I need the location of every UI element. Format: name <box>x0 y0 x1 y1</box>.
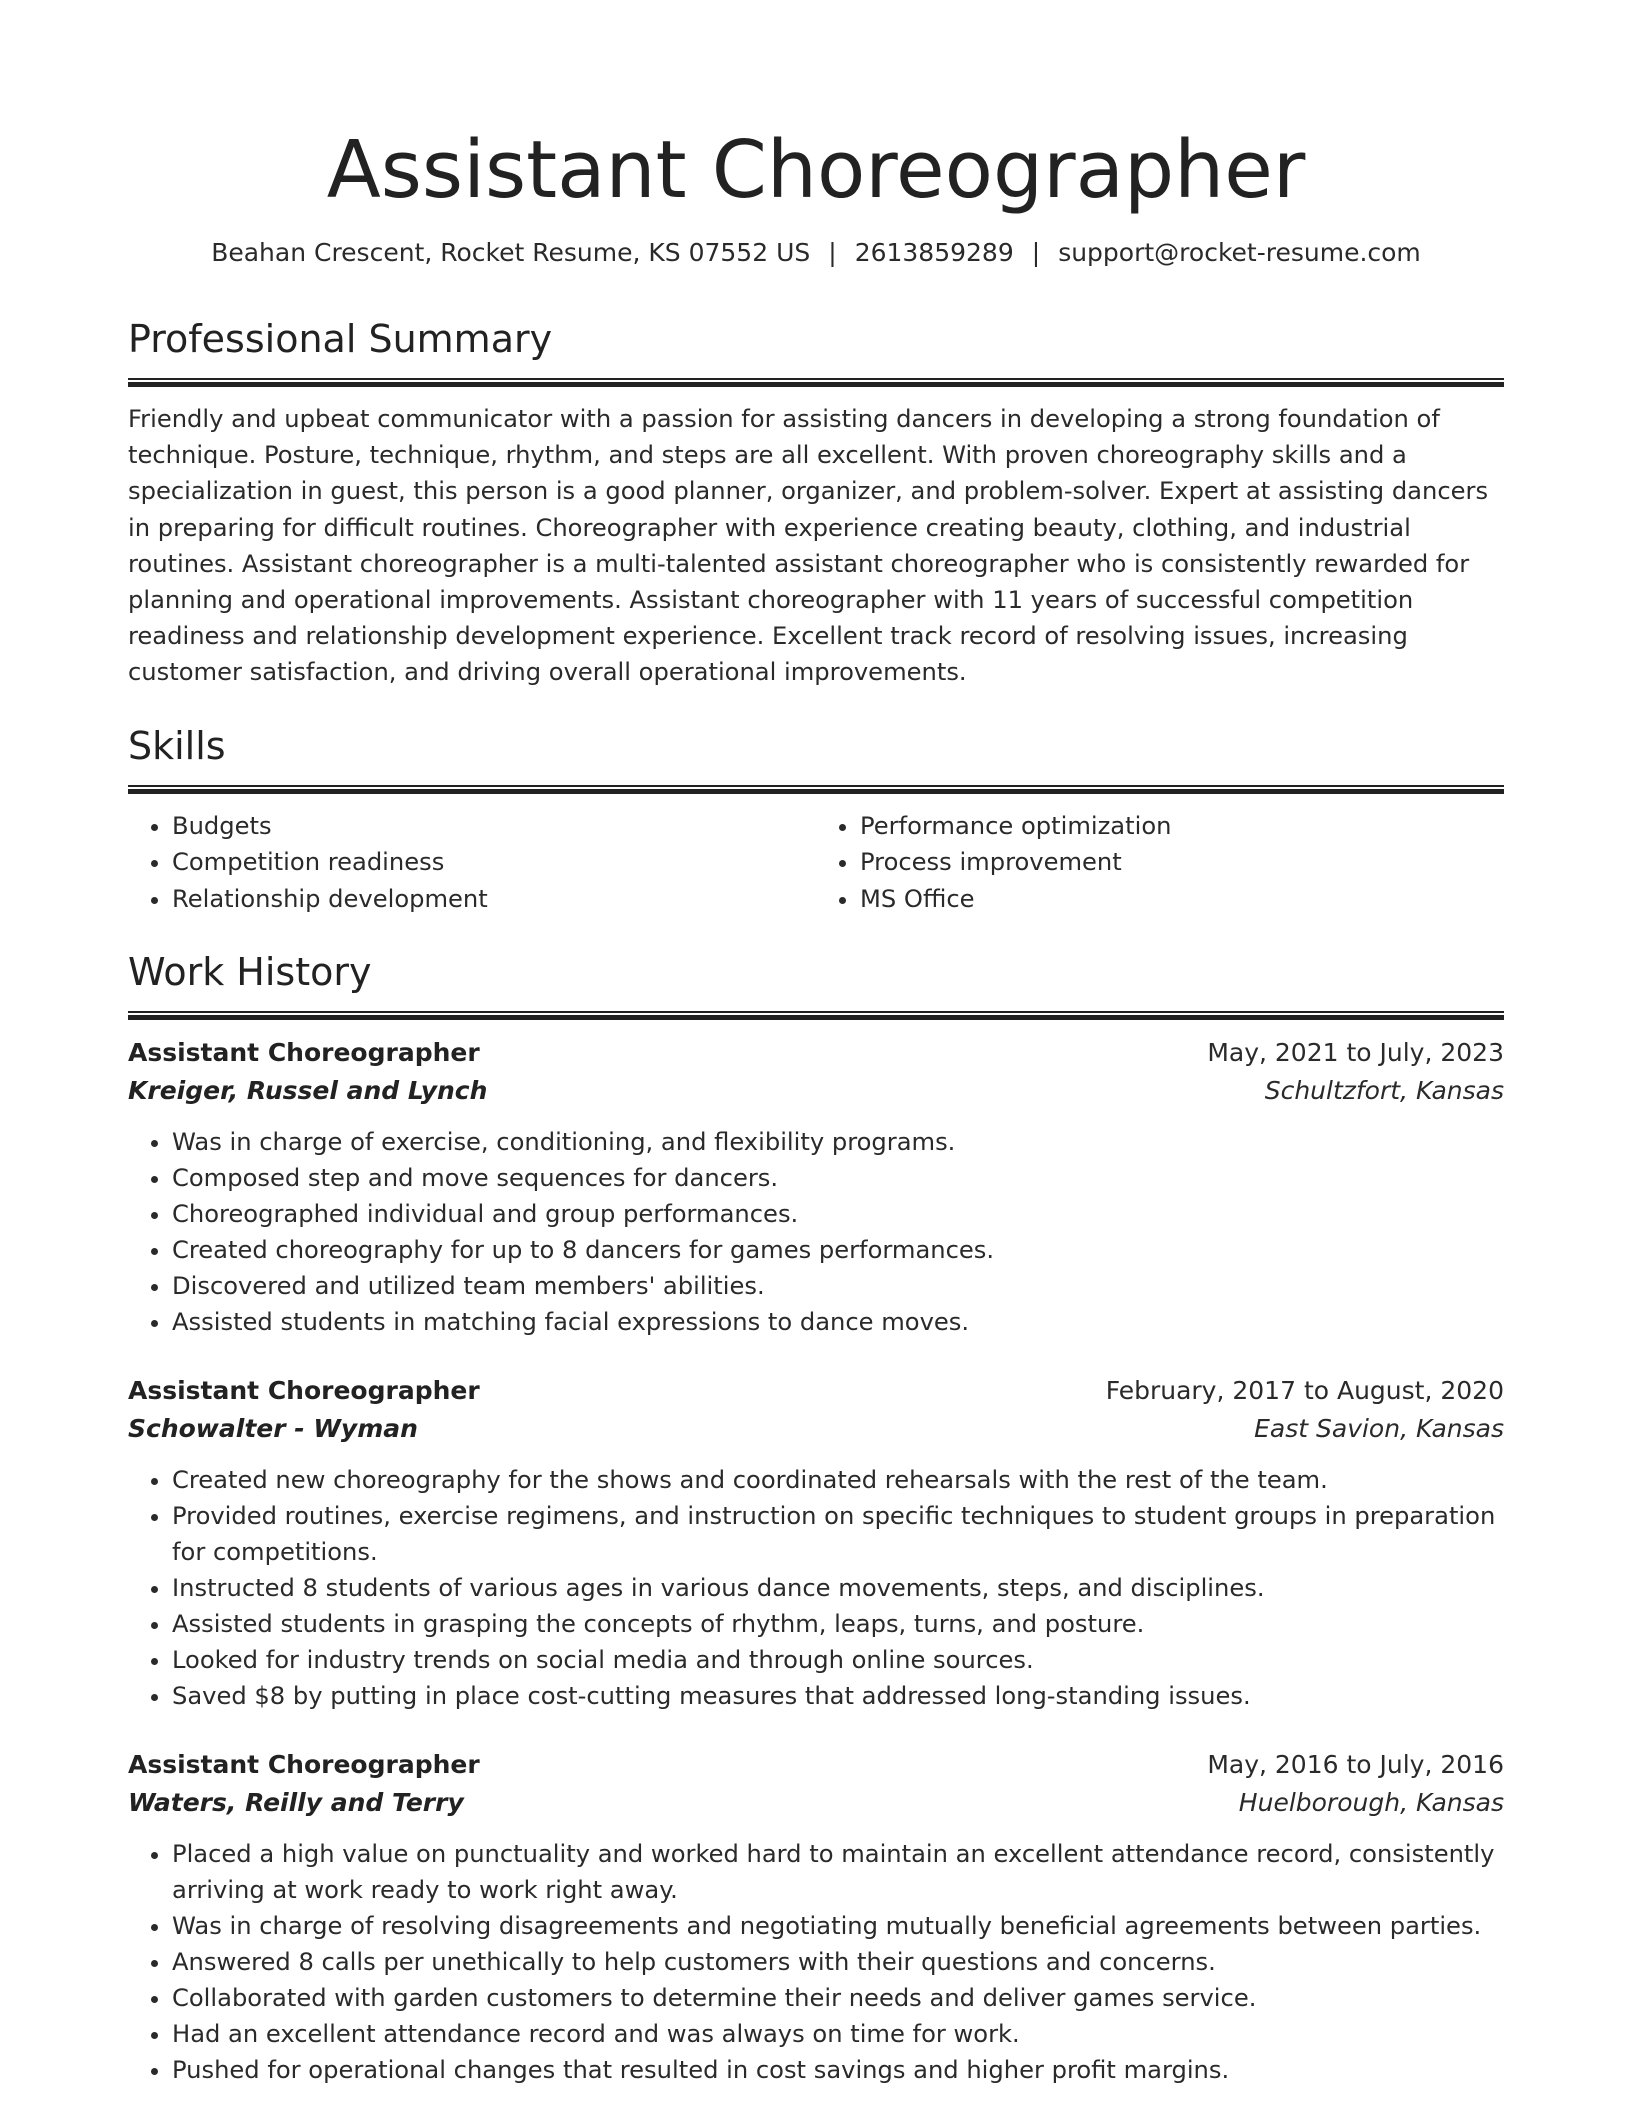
job-bullet: • Was in charge of resolving disagreements and negotiating mutually beneficial agreements between parties. <box>172 1908 1504 1944</box>
section-divider <box>128 378 1504 387</box>
job-bullet: • Collaborated with garden customers to determine their needs and deliver games service. <box>172 1980 1504 2016</box>
job-title: Assistant Choreographer <box>128 1376 480 1406</box>
skills-column-right <box>816 808 1504 918</box>
job-company: Schowalter - Wyman <box>128 1414 418 1444</box>
contact-email: support@rocket-resume.com <box>1058 238 1421 267</box>
contact-phone: 2613859289 <box>854 238 1014 267</box>
section-title-summary: Professional Summary <box>128 317 553 361</box>
skill-item: • Budgets <box>172 808 816 845</box>
job-bullet: • Saved $8 by putting in place cost-cutting measures that addressed long-standing issues. <box>172 1678 1504 1714</box>
job-header-row <box>128 1746 1504 1784</box>
job-bullet-list <box>128 1836 1504 2088</box>
job-bullet: • Placed a high value on punctuality and worked hard to maintain an excellent attendance record, consistently arriving at work ready to work right away. <box>172 1836 1504 1908</box>
professional-summary-section <box>128 316 1504 691</box>
skills-section <box>128 723 1504 918</box>
section-divider <box>128 1011 1504 1020</box>
job-dates: May, 2021 to July, 2023 <box>1207 1038 1504 1068</box>
job-bullet: • Pushed for operational changes that resulted in cost savings and higher profit margins. <box>172 2052 1504 2088</box>
job-location: East Savion, Kansas <box>1254 1414 1504 1444</box>
job-bullet: • Created choreography for up to 8 dancers for games performances. <box>172 1232 1504 1268</box>
job-bullet: • Assisted students in grasping the concepts of rhythm, leaps, turns, and posture. <box>172 1606 1504 1642</box>
job-entry <box>128 1746 1504 2088</box>
job-title: Assistant Choreographer <box>128 1038 480 1068</box>
job-bullet: • Answered 8 calls per unethically to help customers with their questions and concerns. <box>172 1944 1504 1980</box>
job-entry <box>128 1372 1504 1714</box>
job-company: Waters, Reilly and Terry <box>128 1788 464 1818</box>
skill-item: • Performance optimization <box>860 808 1504 845</box>
job-location: Huelborough, Kansas <box>1238 1788 1504 1818</box>
skill-item: • Competition readiness <box>172 844 816 881</box>
job-dates: May, 2016 to July, 2016 <box>1207 1750 1504 1780</box>
skills-column-left <box>128 808 816 918</box>
contact-separator: | <box>1031 238 1041 267</box>
contact-address: Beahan Crescent, Rocket Resume, KS 07552 US <box>211 238 811 267</box>
job-bullet-list <box>128 1462 1504 1714</box>
job-dates: February, 2017 to August, 2020 <box>1105 1376 1504 1406</box>
job-bullet-list <box>128 1124 1504 1340</box>
job-company-row <box>128 1784 1504 1822</box>
job-bullet: • Choreographed individual and group performances. <box>172 1196 1504 1232</box>
resume-page <box>128 0 1504 2088</box>
job-bullet: • Provided routines, exercise regimens, and instruction on specific techniques to student groups in preparation for competitions. <box>172 1498 1504 1570</box>
job-entry <box>128 1034 1504 1340</box>
job-bullet: • Looked for industry trends on social media and through online sources. <box>172 1642 1504 1678</box>
job-header-row <box>128 1372 1504 1410</box>
job-bullet: • Discovered and utilized team members' abilities. <box>172 1268 1504 1304</box>
job-location: Schultzfort, Kansas <box>1264 1076 1504 1106</box>
section-title-work-history: Work History <box>128 950 372 995</box>
resume-name-heading: Assistant Choreographer <box>326 124 1306 216</box>
job-title: Assistant Choreographer <box>128 1750 480 1780</box>
skill-item: • Process improvement <box>860 844 1504 881</box>
job-company-row <box>128 1410 1504 1448</box>
section-divider <box>128 785 1504 794</box>
work-history-section <box>128 949 1504 2088</box>
job-bullet: • Was in charge of exercise, conditioning, and flexibility programs. <box>172 1124 1504 1160</box>
contact-line <box>128 236 1504 270</box>
skill-item: • Relationship development <box>172 881 816 918</box>
job-bullet: • Had an excellent attendance record and was always on time for work. <box>172 2016 1504 2052</box>
job-bullet: • Composed step and move sequences for dancers. <box>172 1160 1504 1196</box>
job-bullet: • Assisted students in matching facial expressions to dance moves. <box>172 1304 1504 1340</box>
job-bullet: • Created new choreography for the shows and coordinated rehearsals with the rest of the team. <box>172 1462 1504 1498</box>
skill-item: • MS Office <box>860 881 1504 918</box>
contact-separator: | <box>828 238 837 267</box>
job-bullet: • Instructed 8 students of various ages in various dance movements, steps, and disciplines. <box>172 1570 1504 1606</box>
job-company-row <box>128 1072 1504 1110</box>
summary-paragraph: Friendly and upbeat communicator with a passion for assisting dancers in developing a strong foundation of technique. Posture, technique, rhythm, and steps are all excellent. With proven choreography skills and a specialization in guest, this person is a good planner, organizer, and problem-solver. Expert at assisting dancers in preparing for difficult routines. Choreographer with experience creating beauty, clothing, and industrial routines. Assistant choreographer is a multi-talented assistant choreographer who is consistently rewarded for planning and operational improvements. Assistant choreographer with 11 years of successful competition readiness and relationship development experience. Excellent track record of resolving issues, increasing customer satisfaction, and driving overall operational improvements. <box>128 405 1489 687</box>
job-company: Kreiger, Russel and Lynch <box>128 1076 488 1106</box>
job-header-row <box>128 1034 1504 1072</box>
skills-grid <box>128 808 1504 918</box>
section-title-skills: Skills <box>128 723 226 768</box>
